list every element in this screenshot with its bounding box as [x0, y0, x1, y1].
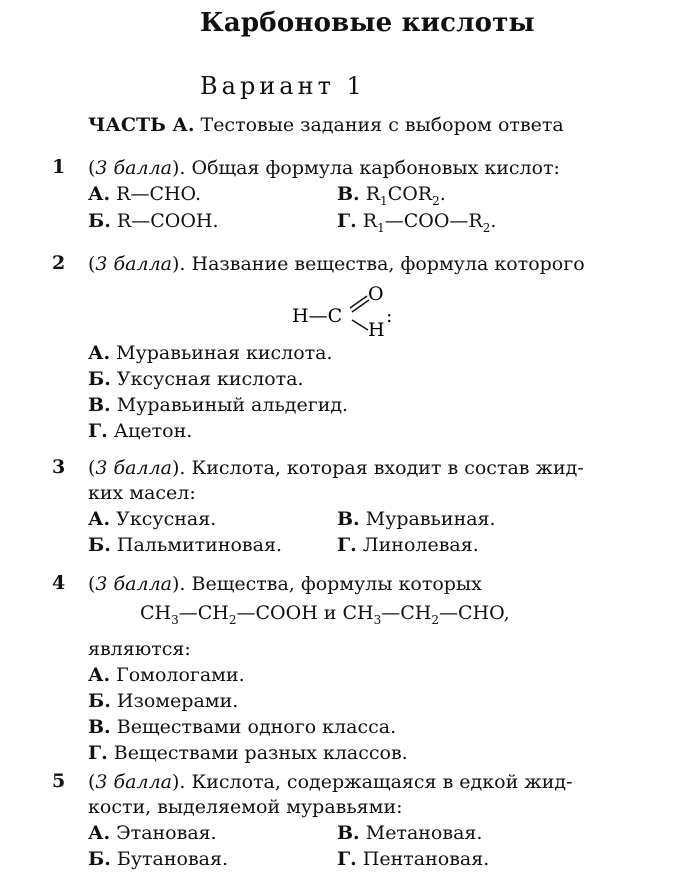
option-v: В. Муравьиный альдегид.: [88, 394, 349, 416]
question-stem: Кислота, которая входит в состав жид-: [191, 457, 584, 479]
option-v: В. $R_1COR_2$.: [337, 183, 446, 208]
formula-h-right: H: [368, 319, 385, 341]
question-text: (3 балла). Кислота, которая входит в состав жид- ких масел:: [88, 457, 584, 504]
formula-h-c: H—C: [292, 305, 343, 327]
formula-o: O: [368, 284, 384, 305]
question-text: (3 балла). Название вещества, формула которого: [88, 253, 585, 275]
part-label: ЧАСТЬ А.: [88, 114, 195, 136]
points: 3 балла: [95, 573, 172, 595]
option-b: Б. R—COOH.: [88, 210, 219, 232]
question-number: 4: [52, 572, 66, 594]
question-text: (3 балла). Вещества, формулы которых: [88, 573, 482, 595]
option-a: А. Уксусная.: [88, 508, 217, 530]
option-g: Г. Пентановая.: [337, 848, 490, 870]
double-bond-2: [352, 300, 369, 312]
part-heading: [88, 114, 564, 136]
single-bond: [352, 320, 368, 330]
variant-heading: Вариант 1: [200, 72, 366, 100]
points: 3 балла: [95, 771, 172, 793]
question-text: (3 балла). Кислота, содержащаяся в едкой жид- кости, выделяемой муравьями:: [88, 771, 573, 818]
option-a: А. R—CHO.: [88, 183, 202, 205]
double-bond-1: [350, 296, 367, 308]
option-a: А. Гомологами.: [88, 664, 245, 686]
question-stem-cont: ких масел:: [88, 482, 196, 504]
option-v: В. Веществами одного класса.: [88, 716, 397, 738]
option-a: А. Муравьиная кислота.: [88, 342, 333, 364]
question-number: 1: [52, 156, 66, 178]
points: 3 балла: [95, 457, 172, 479]
option-b: Б. Бутановая.: [88, 848, 229, 870]
question-stem: Кислота, содержащаяся в едкой жид-: [191, 771, 573, 793]
question-number: 2: [52, 252, 66, 274]
option-v: В. Метановая.: [337, 822, 483, 844]
option-g: Г. Ацетон.: [88, 420, 193, 442]
question-stem: Название вещества, формула которого: [191, 253, 585, 275]
formula-propanoic-propanal: $CH_3—CH_2—COOH$ и $CH_3—CH_2—CHO$,: [140, 602, 510, 627]
formaldehyde-structure: [290, 284, 400, 342]
option-b: Б. Пальмитиновая.: [88, 534, 282, 556]
points: 3 балла: [95, 157, 172, 179]
option-b: Б. Уксусная кислота.: [88, 368, 304, 390]
question-stem: Общая формула карбоновых кислот:: [191, 157, 560, 179]
question-number: 3: [52, 456, 66, 478]
question-stem-cont: являются:: [88, 638, 191, 660]
question-stem-cont: кости, выделяемой муравьями:: [88, 796, 403, 818]
option-v: В. Муравьиная.: [337, 508, 496, 530]
option-b: Б. Изомерами.: [88, 690, 239, 712]
option-g: Г. Веществами разных классов.: [88, 742, 408, 764]
option-g: Г. Линолевая.: [337, 534, 479, 556]
page-title: Карбоновые кислоты: [200, 8, 535, 38]
question-stem: Вещества, формулы которых: [191, 573, 482, 595]
option-g: Г. $R_1—COO—R_2$.: [337, 210, 497, 235]
part-text: Тестовые задания с выбором ответа: [200, 114, 564, 136]
points: 3 балла: [95, 253, 172, 275]
question-text: (3 балла). Общая формула карбоновых кислот:: [88, 157, 560, 179]
question-number: 5: [52, 770, 66, 792]
option-a: А. Этановая.: [88, 822, 217, 844]
formula-colon: :: [386, 305, 393, 327]
